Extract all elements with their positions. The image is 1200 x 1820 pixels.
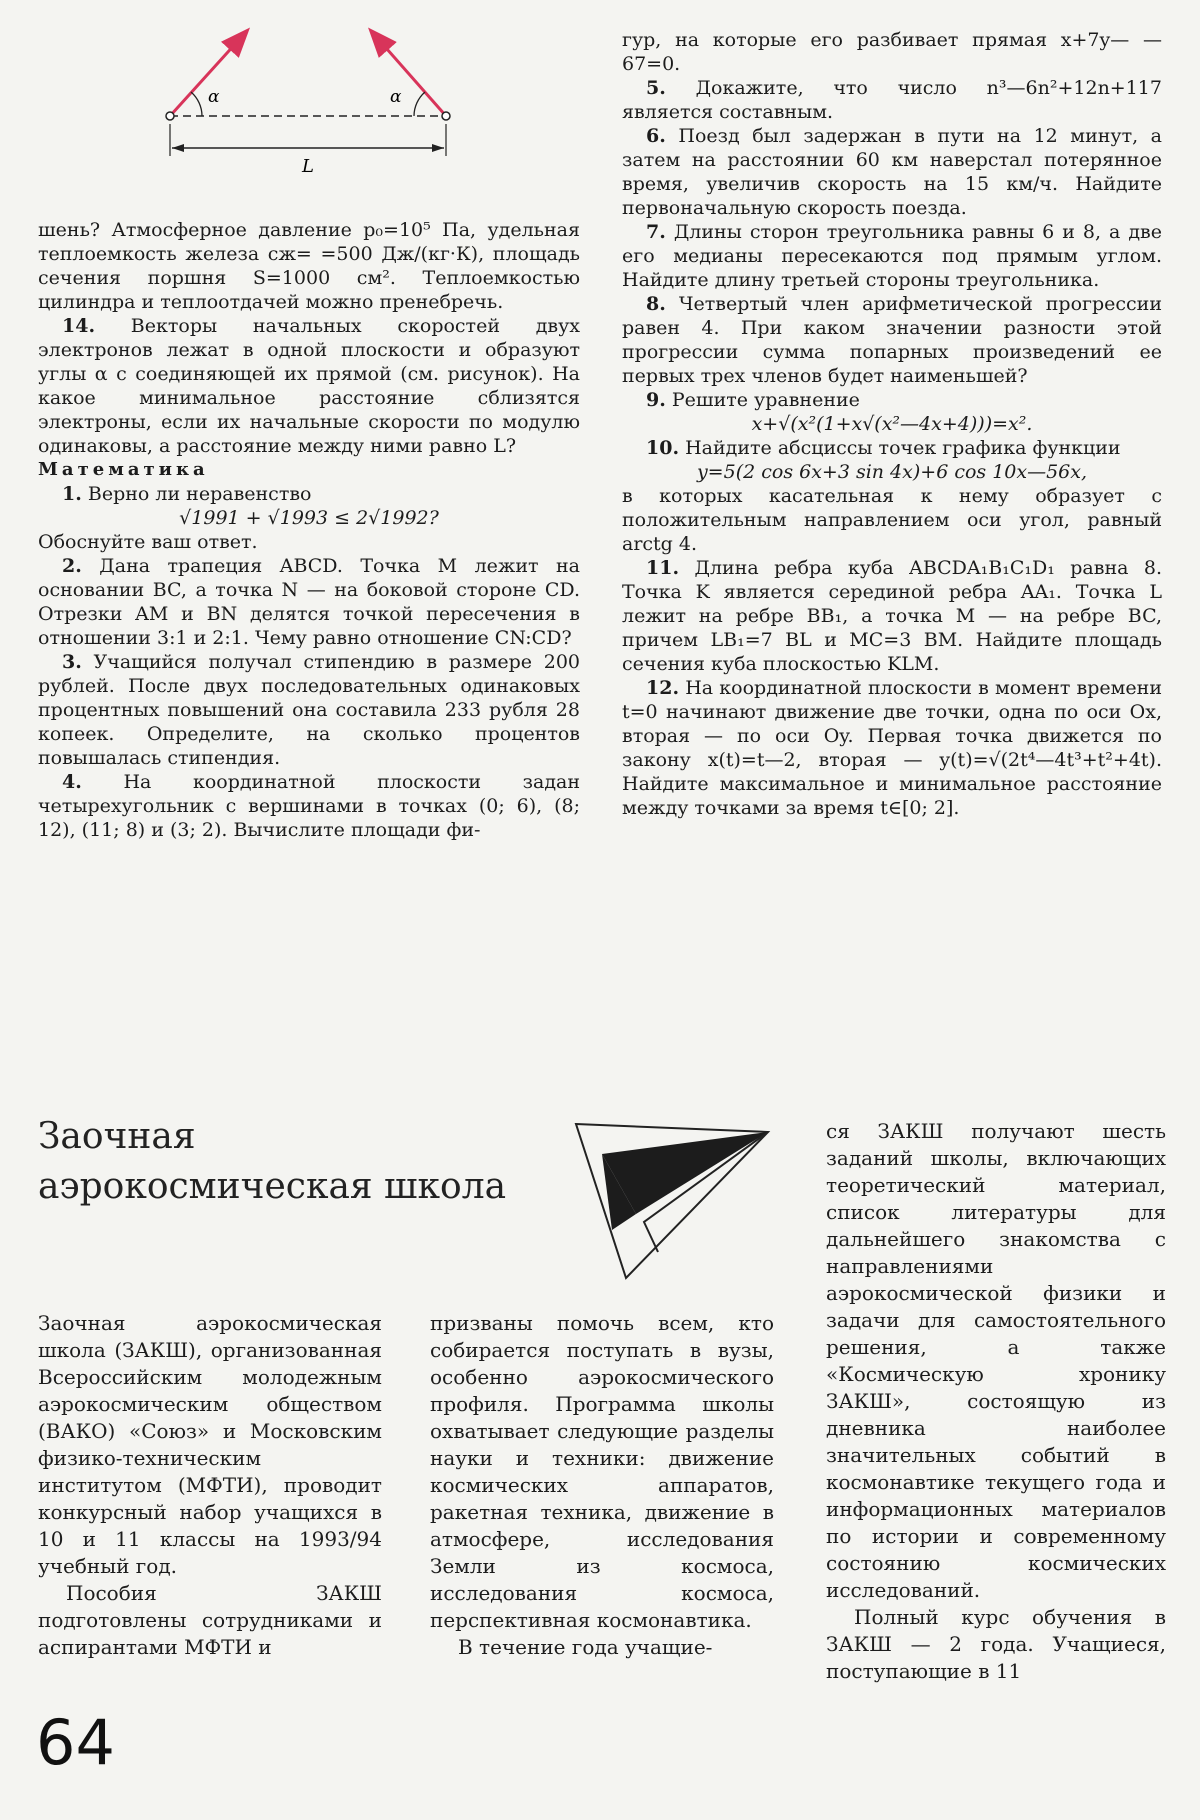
- problem-text: Докажите, что число n³—6n²+12n+117 является составным.: [622, 77, 1162, 123]
- problem-text: Учащийся получал стипендию в размере 200 рублей. После двух последовательных одинаковых процентных повышений она составила 233 рубля 28 копеек. Определите, на сколько процентов повышалась стипендия.: [38, 651, 580, 769]
- electron-vectors-figure: [150, 20, 480, 200]
- problem-number: 2.: [62, 555, 82, 577]
- math-problem-1-tail: Обоснуйте ваш ответ.: [38, 531, 258, 553]
- velocity-vector-right: [372, 32, 446, 116]
- problem-text: На координатной плоскости в момент времени t=0 начинают движение две точки, одна по оси Ox, вторая — по оси Oy. Первая точка движется по закону x(t)=t—2, вторая — y(t)=√(2t⁴—4t³+t²+4t). Найдите максимальное и минимальное расстояние между точками за время t∈[0; 2].: [622, 677, 1162, 819]
- problem-number: 1.: [62, 483, 82, 505]
- problem-text: Найдите абсциссы точек графика функции: [685, 437, 1121, 459]
- angle-label-right: α: [390, 87, 402, 107]
- left-column: [38, 218, 580, 842]
- section-title-math: Математика: [38, 459, 209, 480]
- problem-number: 7.: [646, 221, 666, 243]
- problem-number: 10.: [646, 437, 680, 459]
- math-problem-1: [38, 482, 580, 506]
- formula-1: √1991 + √1993 ≤ 2√1992?: [179, 507, 439, 529]
- math-problem-10: [622, 436, 1162, 460]
- problem-text: Поезд был задержан в пути на 12 минут, а затем на расстоянии 60 км наверстал потерянное время, увеличив скорость на 15 км/ч. Найдите первоначальную скорость поезда.: [622, 125, 1162, 219]
- article-paragraph: ся ЗАКШ получают шесть заданий школы, включающих теоретический материал, список литературы для дальнейшего знакомства с направлениями аэрокосмической физики и задачи для самостоятельного решения, а также «Космическую хронику ЗАКШ», состоящую из дневника наиболее значительных событий в космонавтике текущего года и информационных материалов по истории и современному состоянию космических исследований.: [826, 1119, 1166, 1602]
- problem-text: Четвертый член арифметической прогрессии равен 4. При каком значении разности этой прогрессии сумма попарных произведений ее первых трех членов будет наименьшей?: [622, 293, 1162, 387]
- formula-10: y=5(2 cos 6x+3 sin 4x)+6 cos 10x—56x,: [696, 461, 1088, 483]
- math-problem-12: [622, 676, 1162, 820]
- problem-text: Верно ли неравенство: [87, 483, 312, 505]
- problem-number: 6.: [646, 125, 666, 147]
- page-number: 64: [36, 1706, 115, 1779]
- angle-arc-left: [191, 92, 202, 116]
- math-problem-11: [622, 556, 1162, 676]
- problem-text: Решите уравнение: [671, 389, 860, 411]
- article-column-1: [38, 1310, 382, 1661]
- physics-problem-14: [38, 314, 580, 458]
- article-title-line-2: аэрокосмическая школа: [38, 1166, 507, 1207]
- math-problem-7: [622, 220, 1162, 292]
- article-title: [38, 1112, 506, 1212]
- article-paragraph: Заочная аэрокосмическая школа (ЗАКШ), организованная Всероссийским молодежным аэрокосмическим обществом (ВАКО) «Союз» и Московским физико-техническим институтом (МФТИ), проводит конкурсный набор учащихся в 10 и 11 классы на 1993/94 учебный год.: [38, 1311, 382, 1578]
- physics-13-tail: шень? Атмосферное давление p₀=10⁵ Па, удельная теплоемкость железа cж= =500 Дж/(кг·К), площадь сечения поршня S=1000 см². Теплоемкостью цилиндра и теплоотдачей можно пренебречь.: [38, 219, 580, 313]
- math-problem-3: [38, 650, 580, 770]
- problem-text: Длина ребра куба ABCDA₁B₁C₁D₁ равна 8. Точка K является серединой ребра AA₁. Точка L лежит на ребре BB₁, а точка M — на ребре BC, причем LB₁=7 BL и MC=3 BM. Найдите площадь сечения куба плоскостью KLM.: [622, 557, 1163, 675]
- article-column-3: [826, 1118, 1166, 1685]
- problem-number: 14.: [62, 315, 96, 337]
- problem-number: 5.: [646, 77, 666, 99]
- angle-arc-right: [414, 92, 425, 116]
- math-problem-6: [622, 124, 1162, 220]
- article-paragraph: Полный курс обучения в ЗАКШ — 2 года. Учащиеся, поступающие в 11: [826, 1605, 1166, 1683]
- article-paragraph: В течение года учащие-: [458, 1635, 713, 1659]
- math-problem-8: [622, 292, 1162, 388]
- problem-text: На координатной плоскости задан четырехугольник с вершинами в точках (0; 6), (8; 12), (11; 8) и (3; 2). Вычислите площади фи-: [38, 771, 581, 841]
- article-title-line-1: Заочная: [38, 1116, 196, 1157]
- math-problem-4-tail: гур, на которые его разбивает прямая x+7y— —67=0.: [622, 29, 1162, 75]
- angle-label-left: α: [208, 87, 220, 107]
- problem-text: Длины сторон треугольника равны 6 и 8, а две его медианы пересекаются под прямым углом. Найдите длину третьей стороны треугольника.: [622, 221, 1162, 291]
- article-paragraph: Пособия ЗАКШ подготовлены сотрудниками и аспирантами МФТИ и: [38, 1581, 382, 1659]
- electron-left: [166, 112, 174, 120]
- math-problem-10-tail: в которых касательная к нему образует с положительным направлением оси угол, равный arctg 4.: [622, 485, 1162, 555]
- problem-text: Векторы начальных скоростей двух электронов лежат в одной плоскости и образуют углы α с соединяющей их прямой (см. рисунок). На какое минимальное расстояние сблизятся электроны, если их начальные скорости по модулю одинаковы, а расстояние между ними равно L?: [38, 315, 580, 457]
- problem-text: Дана трапеция ABCD. Точка M лежит на основании BC, а точка N — на боковой стороне CD. Отрезки AM и BN делятся точкой пересечения в отношении 3:1 и 2:1. Чему равно отношение CN:CD?: [38, 555, 580, 649]
- length-label: L: [302, 156, 314, 177]
- problem-number: 4.: [62, 771, 82, 793]
- problem-number: 9.: [646, 389, 666, 411]
- math-problem-5: [622, 76, 1162, 124]
- math-problem-9: [622, 388, 1162, 412]
- article-paragraph: призваны помочь всем, кто собирается поступать в вузы, особенно аэрокосмического профиля. Программа школы охватывает следующие разделы науки и техники: движение космических аппаратов, ракетная техника, движение в атмосфере, исследования Земли из космоса, исследования космоса, перспективная космонавтика.: [430, 1311, 774, 1632]
- problem-number: 12.: [646, 677, 680, 699]
- formula-9: x+√(x²(1+x√(x²—4x+4)))=x².: [751, 413, 1033, 435]
- math-problem-4: [38, 770, 580, 842]
- article-column-2: [430, 1310, 774, 1661]
- right-column: [622, 28, 1162, 820]
- problem-number: 8.: [646, 293, 666, 315]
- paper-plane-logo: [572, 1118, 772, 1288]
- problem-number: 11.: [646, 557, 680, 579]
- electron-right: [442, 112, 450, 120]
- math-problem-2: [38, 554, 580, 650]
- problem-number: 3.: [62, 651, 82, 673]
